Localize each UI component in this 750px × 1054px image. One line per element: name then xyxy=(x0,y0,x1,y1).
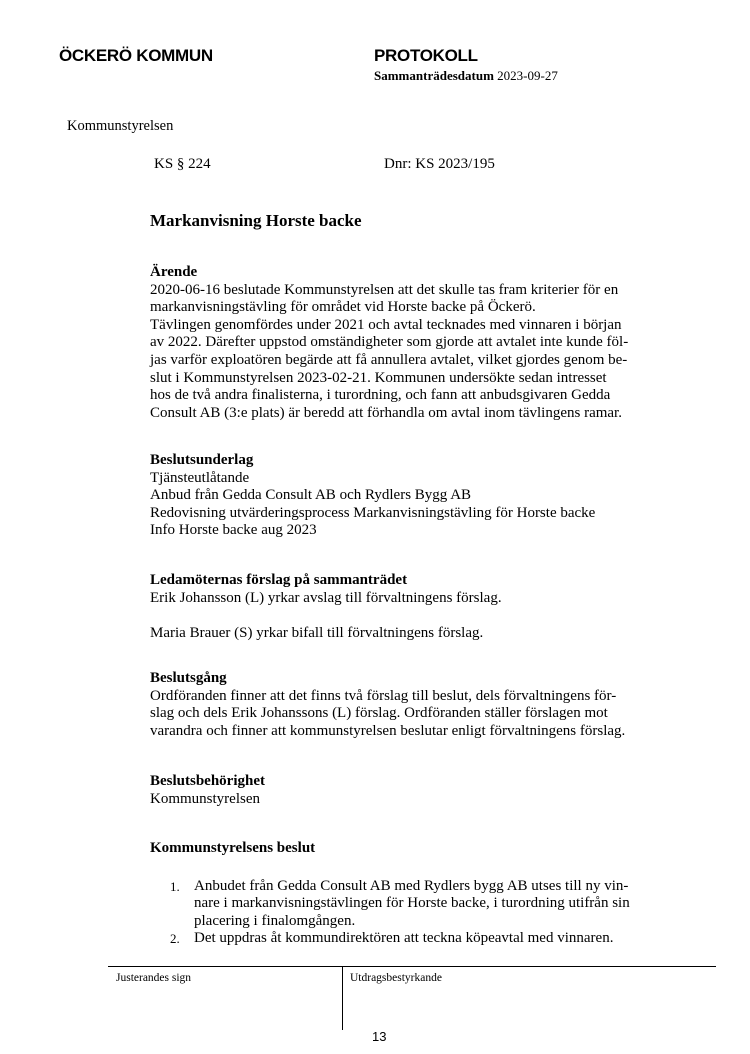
section-forslag xyxy=(150,572,690,642)
section-heading: Beslutsbehörighet xyxy=(150,773,266,789)
text-line: 2020-06-16 beslutade Kommunstyrelsen att det skulle tas fram kriterier för en xyxy=(150,281,619,298)
decision-list xyxy=(170,878,710,948)
signature-label: Justerandes sign xyxy=(116,972,192,984)
committee-name: Kommunstyrelsen xyxy=(67,118,174,134)
page-title: Markanvisning Horste backe xyxy=(150,211,362,230)
text-line: slut i Kommunstyrelsen 2023-02-21. Kommunen undersökte sedan intresset xyxy=(150,369,607,386)
text-line: hos de två andra finalisterna, i turordning, och fann att anbudsgivaren Gedda xyxy=(150,387,611,404)
text-line: varandra och finner att kommunstyrelsen beslutar enligt förvaltningens förslag. xyxy=(150,722,626,739)
extract-certification-label: Utdragsbestyrkande xyxy=(350,972,442,984)
section-behorighet xyxy=(150,773,690,808)
meeting-date-label: Sammanträdesdatum xyxy=(374,68,494,83)
section-heading: Beslutsgång xyxy=(150,670,227,686)
list-item xyxy=(170,930,710,947)
footer-column-divider xyxy=(342,966,343,1030)
section-heading: Ledamöternas förslag på sammanträdet xyxy=(150,572,408,588)
text-line: jas varför exploatören begärde att få annullera avtalet, vilket gjordes genom be- xyxy=(150,351,628,368)
section-number: KS § 224 xyxy=(154,156,211,172)
list-number: 1. xyxy=(170,879,180,894)
document-item: Tjänsteutlåtande xyxy=(150,469,250,486)
authority-text: Kommunstyrelsen xyxy=(150,790,260,807)
decision-heading: Kommunstyrelsens beslut xyxy=(150,840,316,856)
meeting-date-value: 2023-09-27 xyxy=(497,68,558,83)
document-type: PROTOKOLL xyxy=(374,46,478,65)
municipality-name: ÖCKERÖ KOMMUN xyxy=(59,46,213,65)
text-line: Anbudet från Gedda Consult AB med Rydlers bygg AB utses till ny vin- xyxy=(194,878,629,894)
text-line: Det uppdras åt kommundirektören att teckna köpeavtal med vinnaren. xyxy=(194,930,614,947)
list-number: 2. xyxy=(170,931,180,947)
text-line: slag och dels Erik Johanssons (L) förslag. Ordföranden ställer förslagen mot xyxy=(150,705,608,722)
document-item: Redovisning utvärderingsprocess Markanvisningstävling för Horste backe xyxy=(150,504,596,521)
case-number: Dnr: KS 2023/195 xyxy=(384,156,495,172)
document-item: Info Horste backe aug 2023 xyxy=(150,522,317,539)
proposal-text: Maria Brauer (S) yrkar bifall till förvaltningens förslag. xyxy=(150,624,484,641)
section-body xyxy=(150,282,690,423)
section-beslutsunderlag xyxy=(150,452,690,540)
text-line: nare i markanvisningstävlingen för Horste backe, i turordning utifrån sin xyxy=(194,895,630,912)
document-item: Anbud från Gedda Consult AB och Rydlers Bygg AB xyxy=(150,487,472,504)
page-number: 13 xyxy=(372,1029,387,1044)
section-heading: Beslutsunderlag xyxy=(150,452,254,468)
text-line: Tävlingen genomfördes under 2021 och avtal tecknades med vinnaren i början xyxy=(150,316,622,333)
text-line: Ordföranden finner att det finns två förslag till beslut, dels förvaltningens för- xyxy=(150,687,617,704)
text-line: placering i finalomgången. xyxy=(194,912,356,929)
text-line: markanvisningstävling för området vid Horste backe på Öckerö. xyxy=(150,299,536,316)
meeting-date xyxy=(374,68,558,84)
section-heading: Ärende xyxy=(150,264,198,280)
section-arende xyxy=(150,264,690,422)
footer-divider xyxy=(108,966,716,967)
text-line: av 2022. Därefter uppstod omständigheter som gjorde att avtalet inte kunde föl- xyxy=(150,334,629,351)
text-line: Consult AB (3:e plats) är beredd att förhandla om avtal inom tävlingens ramar. xyxy=(150,404,622,421)
proposal-text: Erik Johansson (L) yrkar avslag till förvaltningens förslag. xyxy=(150,589,502,606)
list-item xyxy=(170,878,710,930)
section-beslutsgang xyxy=(150,670,690,740)
